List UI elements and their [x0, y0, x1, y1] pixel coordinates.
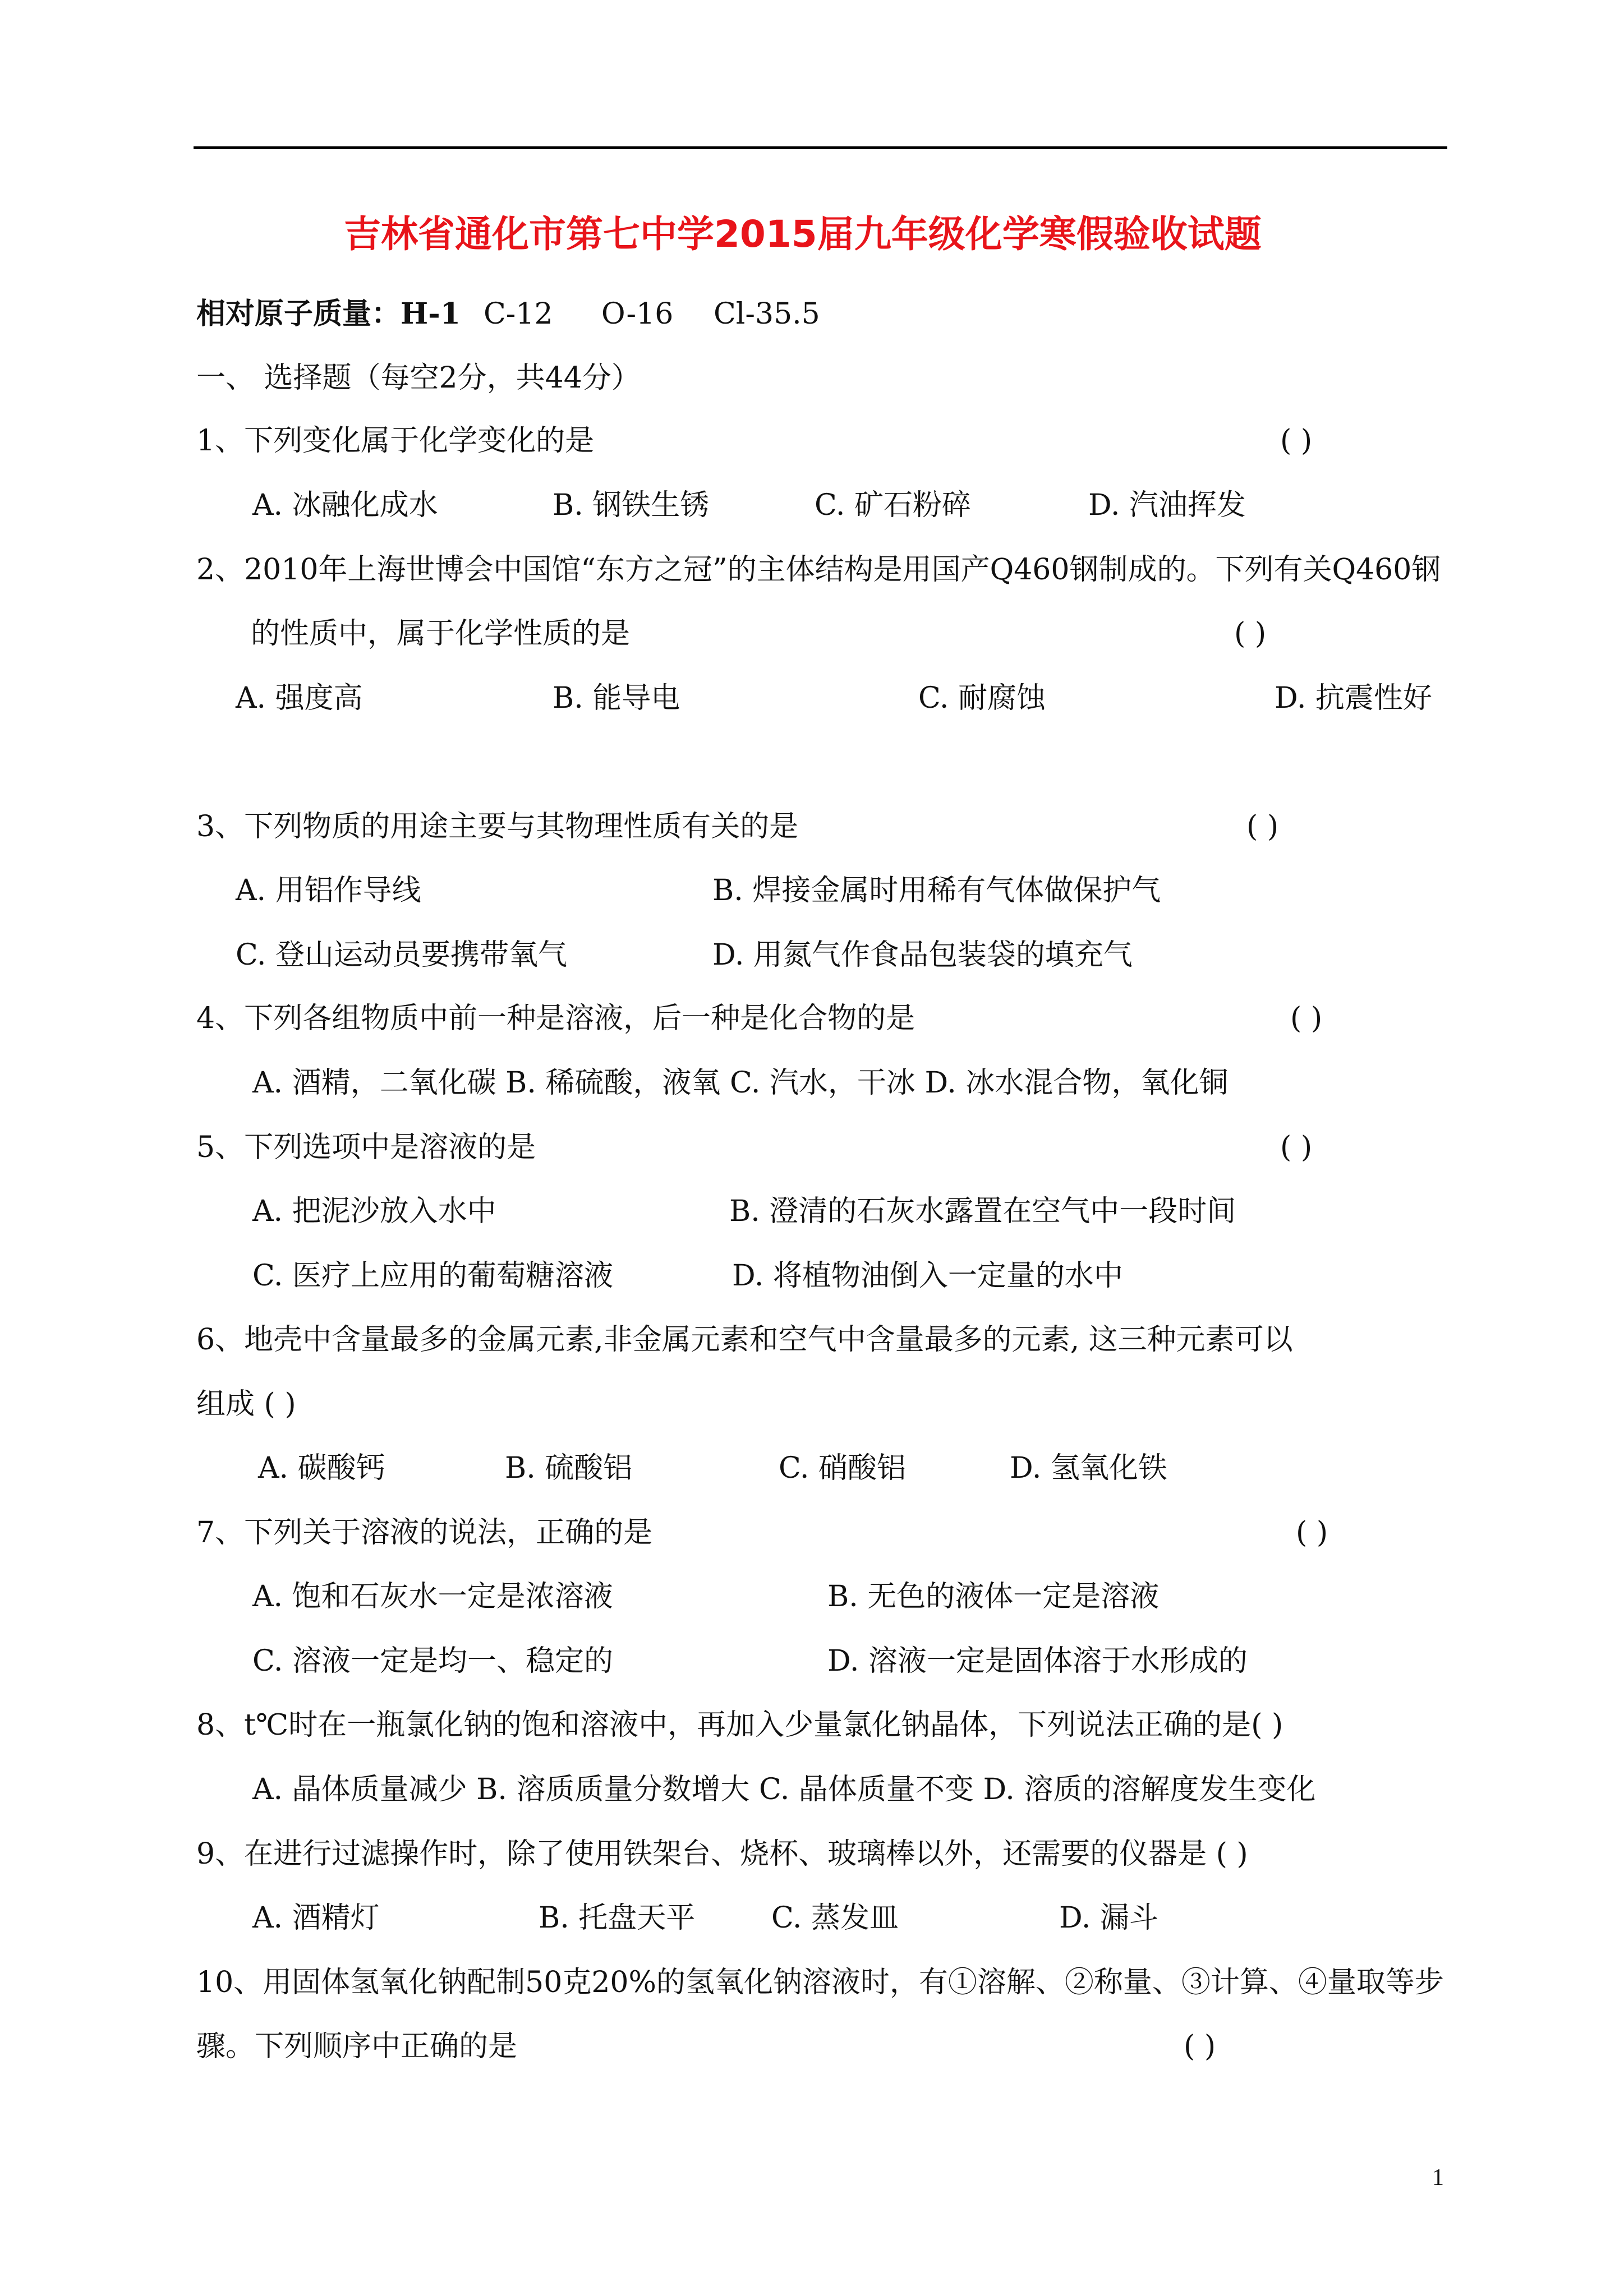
question-3-option-b: B. 焊接金属时用稀有气体做保护气 [712, 874, 1161, 907]
question-8-options: A. 晶体质量减少 B. 溶质质量分数增大 C. 晶体质量不变 D. 溶质的溶解度发生变化 [252, 1773, 1316, 1806]
question-9-option-c: C. 蒸发皿 [771, 1901, 899, 1935]
page-title: 吉林省通化市第七中学2015届九年级化学寒假验收试题 [344, 213, 1262, 256]
question-10-blank: ( ) [1184, 2030, 1216, 2063]
question-3-option-c: C. 登山运动员要携带氧气 [236, 938, 567, 972]
atomic-mass-cl: Cl-35.5 [714, 297, 820, 331]
question-1-option-b: B. 钢铁生锈 [553, 488, 710, 522]
header-rule [194, 146, 1447, 149]
question-10-stem-cont: 骤。下列顺序中正确的是 [196, 2030, 518, 2063]
question-2-option-d: D. 抗震性好 [1275, 681, 1432, 715]
question-6-option-c: C. 硝酸铝 [779, 1451, 906, 1485]
question-1-blank: ( ) [1280, 424, 1313, 458]
question-9-option-d: D. 漏斗 [1059, 1901, 1158, 1935]
atomic-mass-h: 相对原子质量：H-1 [196, 297, 461, 331]
question-5-option-a: A. 把泥沙放入水中 [252, 1195, 496, 1228]
question-5-blank: ( ) [1280, 1131, 1313, 1164]
question-4-options: A. 酒精，二氧化碳 B. 稀硫酸，液氧 C. 汽水，干冰 D. 冰水混合物，氧化铜 [252, 1066, 1229, 1100]
question-2-option-c: C. 耐腐蚀 [918, 681, 1046, 715]
question-10-stem: 10、用固体氢氧化钠配制50克20%的氢氧化钠溶液时，有①溶解、②称量、③计算、④量取等步 [196, 1966, 1444, 1999]
question-9-option-a: A. 酒精灯 [252, 1901, 380, 1935]
question-7-stem: 7、下列关于溶液的说法，正确的是 [196, 1516, 653, 1550]
question-3-option-a: A. 用铝作导线 [236, 874, 421, 907]
question-2-blank: ( ) [1234, 617, 1267, 651]
question-3-option-d: D. 用氮气作食品包装袋的填充气 [712, 938, 1133, 972]
question-1-option-c: C. 矿石粉碎 [815, 488, 971, 522]
question-6-option-d: D. 氢氧化铁 [1010, 1451, 1167, 1485]
question-3-stem: 3、下列物质的用途主要与其物理性质有关的是 [196, 810, 799, 843]
question-1-stem: 1、下列变化属于化学变化的是 [196, 424, 595, 458]
question-8-stem: 8、t℃时在一瓶氯化钠的饱和溶液中，再加入少量氯化钠晶体，下列说法正确的是( ) [196, 1708, 1283, 1742]
question-3-blank: ( ) [1246, 810, 1279, 843]
question-2-option-b: B. 能导电 [553, 681, 680, 715]
section-heading: 一、 选择题（每空2分，共44分） [196, 361, 641, 395]
question-1-option-d: D. 汽油挥发 [1088, 488, 1246, 522]
question-7-option-c: C. 溶液一定是均一、稳定的 [252, 1644, 613, 1678]
question-6-option-b: B. 硫酸铝 [505, 1451, 633, 1485]
question-6-option-a: A. 碳酸钙 [258, 1451, 385, 1485]
question-9-option-b: B. 托盘天平 [539, 1901, 696, 1935]
atomic-mass-o: O-16 [601, 297, 674, 331]
atomic-mass-c: C-12 [484, 297, 553, 331]
question-7-option-b: B. 无色的液体一定是溶液 [827, 1580, 1160, 1613]
question-4-blank: ( ) [1290, 1002, 1323, 1035]
question-9-stem: 9、在进行过滤操作时，除了使用铁架台、烧杯、玻璃棒以外，还需要的仪器是 ( ) [196, 1837, 1248, 1871]
question-2-option-a: A. 强度高 [236, 681, 363, 715]
page-number: 1 [1432, 2165, 1444, 2191]
question-7-option-d: D. 溶液一定是固体溶于水形成的 [827, 1644, 1248, 1678]
question-7-option-a: A. 饱和石灰水一定是浓溶液 [252, 1580, 613, 1613]
question-2-stem: 2、2010年上海世博会中国馆“东方之冠”的主体结构是用国产Q460钢制成的。下列有关Q460钢 [196, 553, 1441, 587]
question-7-blank: ( ) [1296, 1516, 1328, 1550]
question-6-stem: 6、地壳中含量最多的金属元素,非金属元素和空气中含量最多的元素, 这三种元素可以 [196, 1323, 1293, 1357]
question-1-option-a: A. 冰融化成水 [252, 488, 438, 522]
question-5-option-d: D. 将植物油倒入一定量的水中 [732, 1259, 1123, 1293]
question-4-stem: 4、下列各组物质中前一种是溶液，后一种是化合物的是 [196, 1002, 915, 1035]
question-5-option-c: C. 医疗上应用的葡萄糖溶液 [252, 1259, 613, 1293]
question-5-option-b: B. 澄清的石灰水露置在空气中一段时间 [729, 1195, 1236, 1228]
question-5-stem: 5、下列选项中是溶液的是 [196, 1131, 536, 1164]
question-6-stem-cont: 组成 ( ) [196, 1387, 296, 1421]
question-2-stem-cont: 的性质中，属于化学性质的是 [251, 617, 631, 651]
